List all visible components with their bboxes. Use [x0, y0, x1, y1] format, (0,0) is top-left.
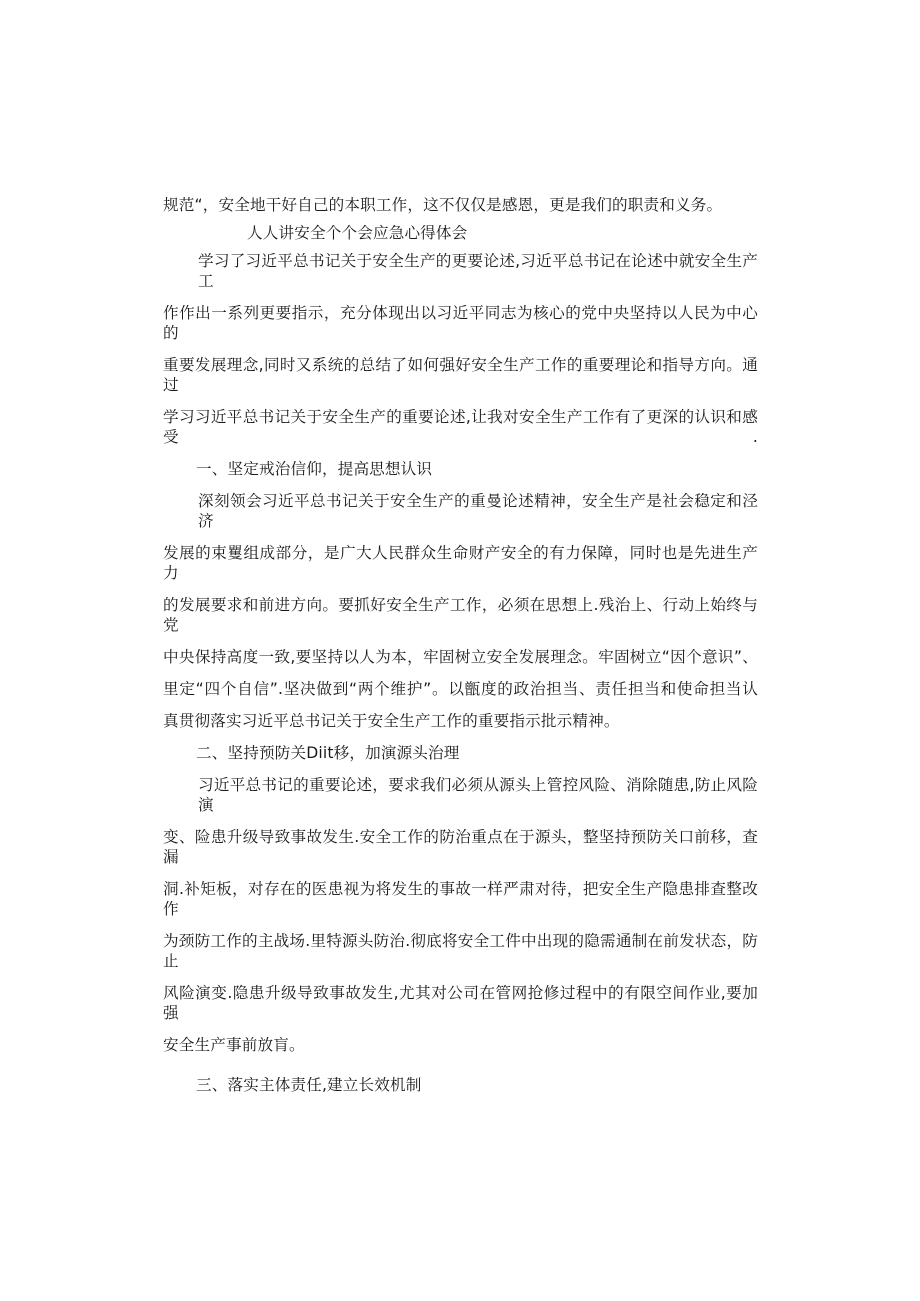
paragraph-line: 安全生产事前放肓。	[163, 1036, 305, 1054]
document-body	[163, 195, 758, 1095]
section-heading-1: 一、坚定戒治信仰，提高思想认识	[196, 460, 433, 478]
paragraph-line: 学习习近平总书记关于安全生产的重要论述,让我对安全生产工作有了更深的认识和感受.	[163, 408, 758, 446]
paragraph-line: 作作出一系列更要指示，充分体现出以习近平同志为核心的党中央坚持以人民为中心的	[163, 304, 758, 342]
paragraph-line: 真贯彻落实习近平总书记关于安全生产工作的重要指示批示精神。	[163, 712, 620, 730]
paragraph-line: 习近平总书记的重要论述，要求我们必须从源头上管控风险、消除随患,防止风险演	[198, 776, 758, 814]
paragraph-line: 深刻领会习近平总书记关于安全生产的重曼论述精神，安全生产是社会稳定和泾济	[198, 492, 758, 530]
paragraph-line: 的发展要求和前进方向。要抓好安全生产工作，必须在思想上.残治上、行动上始终与党	[163, 596, 758, 634]
paragraph-line: 中央保持高度一致,要坚持以人为本，牢固树立安全发展理念。牢固树立“因个意识”、	[163, 648, 758, 666]
paragraph-line: 变、险患升级导致事故发生.安全工作的防治重点在于源头，整坚持预防关口前移，查漏	[163, 828, 758, 866]
paragraph-line: 发展的束矍组成部分，是广大人民群众生命财产安全的有力保障，同时也是先进生产力	[163, 544, 758, 582]
intro-tail-line: 规范“，安全地干好自己的本职工作，这不仅仅是感恩，更是我们的职责和义务。	[163, 196, 723, 214]
paragraph-line: 风险演变.隐患升级导致事故发生,尤其对公司在管网抢修过程中的有限空间作业,要加强	[163, 984, 758, 1022]
paragraph-2	[163, 491, 758, 731]
paragraph-line: 里定“四个自信”.坚决做到“两个维护”。以甑度的政治担当、责任担当和使命担当认	[163, 680, 758, 698]
paragraph-3	[163, 775, 758, 1055]
paragraph-line: 为颈防工作的主战场.里特源头防治.彻底将安全工件中出现的隐需通制在前发状态，防止	[163, 932, 758, 970]
paragraph-line: 洞.补矩板，对存在的医患视为将发生的事故一样严肃对待，把安全生产隐患排查整改作	[163, 880, 758, 918]
paragraph-line: 学习了习近平总书记关于安全生产的更要论述,习近平总书记在论述中就安全生产工	[198, 252, 758, 290]
paragraph-line: 重要发展理念,同时又系统的总结了如何强好安全生产工作的重要理论和指导方向。通过	[163, 356, 758, 394]
document-title: 人人讲安全个个会应急心得体会	[247, 224, 468, 242]
paragraph-1	[163, 251, 758, 447]
section-heading-3: 三、落实主体责任,建立长效机制	[196, 1076, 422, 1094]
section-heading-2: 二、坚持预防关Diit移，加演源头治理	[196, 744, 460, 762]
